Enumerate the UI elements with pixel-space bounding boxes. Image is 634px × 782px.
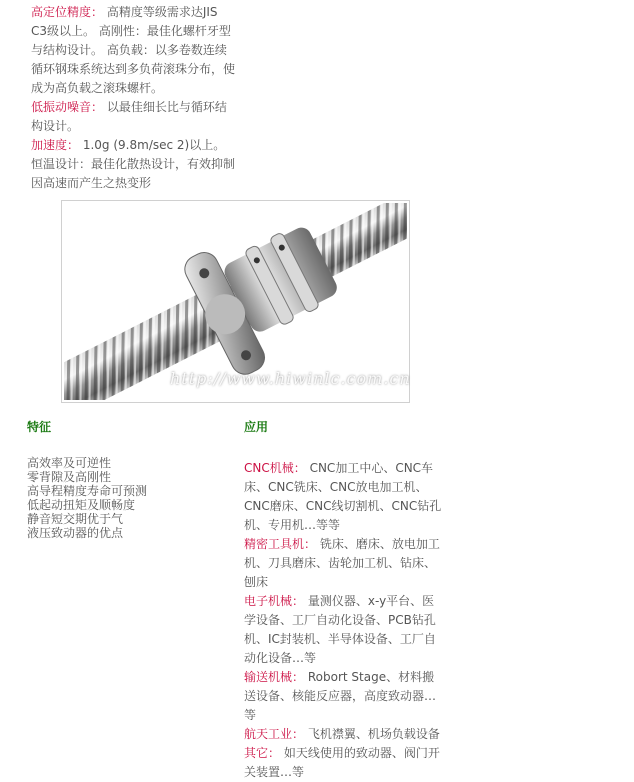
list-item: 静音短交期优于气 [27, 512, 124, 526]
application-item [244, 459, 444, 535]
application-text: 飞机襟翼、机场负载设备 [307, 727, 440, 741]
application-item [244, 535, 444, 592]
application-label: 电子机械： [244, 594, 305, 608]
spec-text: 以最佳细长比与循环结构设计。 [31, 100, 227, 133]
application-label: 航天工业： [244, 727, 305, 741]
spec-text: 高精度等级需求达JIS C3级以上。 高刚性：最佳化螺杆牙型与结构设计。 高负载：以多卷数连续循环钢珠系统达到多负荷滚珠分布，使成为高负载之滚珠螺杆。 [31, 5, 236, 95]
list-item: 高效率及可逆性 [27, 456, 112, 470]
spec-label: 低振动噪音： [31, 100, 104, 114]
application-label: 输送机械： [244, 670, 305, 684]
application-text: Robort Stage、材料搬送设备、核能反应器，高度致动器…等 [244, 670, 437, 722]
application-item [244, 744, 444, 782]
spec-label: 高定位精度： [31, 5, 104, 19]
spec-paragraph [31, 3, 236, 98]
application-item [244, 725, 444, 744]
list-item: 零背隙及高刚性 [27, 470, 112, 484]
applications-list [244, 459, 444, 782]
application-label: 其它： [244, 746, 281, 760]
application-label: CNC机械： [244, 461, 306, 475]
list-item: 高导程精度寿命可预测 [27, 484, 148, 498]
application-text: CNC加工中心、CNC车床、CNC铣床、CNC放电加工机、CNC磨床、CNC线切割机、CNC钻孔机、专用机…等等 [244, 461, 442, 532]
spec-paragraph [31, 136, 236, 193]
application-text: 如天线使用的致动器、阀门开关装置…等 [244, 746, 440, 779]
ball-screw-photo [61, 200, 410, 403]
spec-paragraph [31, 98, 236, 136]
application-text: 铣床、磨床、放电加工机、刀具磨床、齿轮加工机、钻床、刨床 [244, 537, 440, 589]
application-item [244, 668, 444, 725]
spec-label: 加速度： [31, 138, 80, 152]
features-list [27, 456, 147, 540]
application-text: 量测仪器、x-y平台、医学设备、工厂自动化设备、PCB钻孔机、IC封装机、半导体设备、工厂自动化设备…等 [244, 594, 436, 665]
application-label: 精密工具机： [244, 537, 317, 551]
features-title: 特征 [27, 420, 52, 434]
application-item [244, 592, 444, 668]
applications-title: 应用 [244, 420, 269, 434]
list-item: 低起动扭矩及顺畅度 [27, 498, 136, 512]
spec-text: 1.0g (9.8m/sec 2)以上。 恒温设计：最佳化散热设计，有效抑制因高速而产生之热变形 [31, 138, 236, 190]
list-item: 液压致动器的优点 [27, 526, 124, 540]
photo-watermark: http://www.hiwinlc.com.cn [170, 369, 411, 388]
